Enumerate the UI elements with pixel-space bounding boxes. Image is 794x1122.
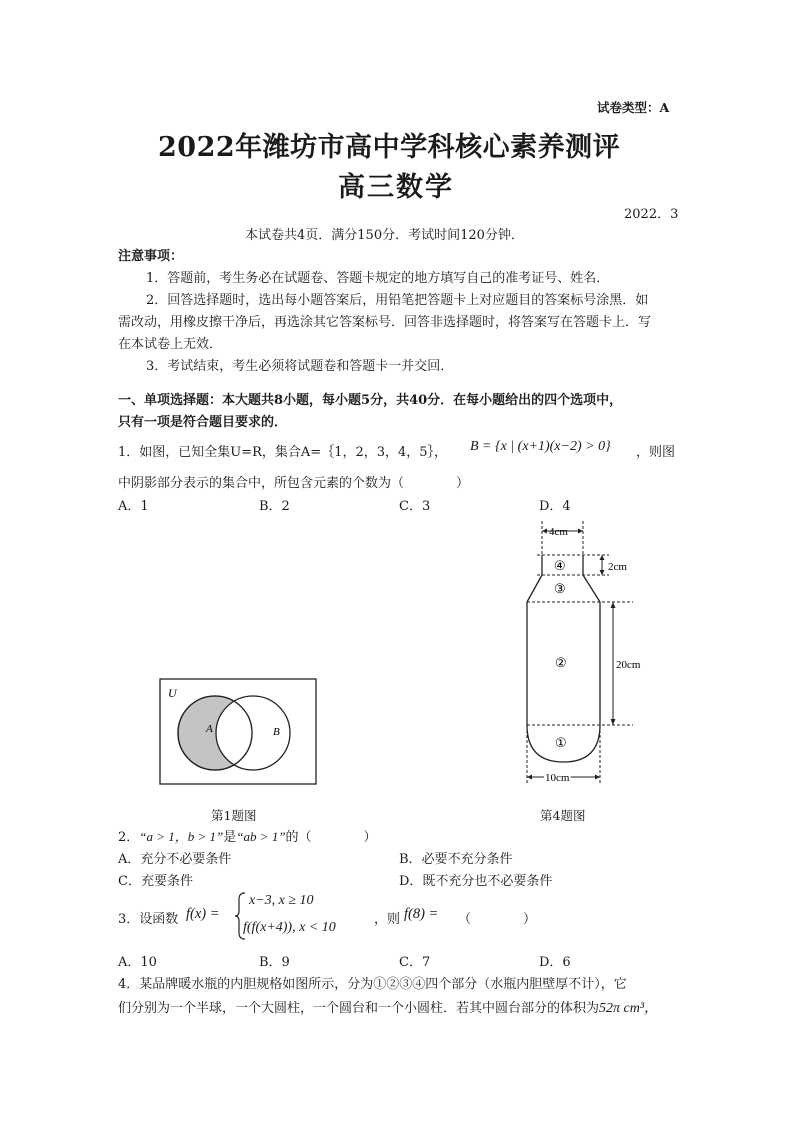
thermos-diagram [505, 515, 655, 795]
note-item-2-line2: 需改动，用橡皮擦干净后，再选涂其它答案标号．回答非选择题时，将答案写在答题卡上．写 [118, 315, 652, 330]
section-heading-line2: 只有一项是符合题目要求的． [118, 415, 288, 430]
q3-func: f(x) = [186, 906, 220, 922]
q1-set-b: B = {x | (x+1)(x−2) > 0} [470, 439, 611, 454]
q3-option-c: C．7 [399, 955, 431, 970]
label-part-2: ② [555, 655, 567, 670]
note-item-3: 3．考试结束，考生必须将试题卷和答题卡一并交回． [146, 359, 454, 374]
q1-figure-caption: 第1题图 [211, 808, 257, 823]
venn-label-a: A [206, 723, 213, 735]
q1-option-c: C．3 [399, 499, 431, 514]
paper-type: 试卷类型：A [597, 100, 670, 115]
q3-option-b: B．9 [259, 955, 290, 970]
q4-line2-text: 们分别为一个半球，一个大圆柱，一个圆台和一个小圆柱．若其中圆台部分的体积为 [118, 1001, 600, 1016]
q1-option-d: D．4 [539, 499, 571, 514]
label-part-4: ④ [554, 558, 566, 573]
venn-diagram [158, 677, 320, 787]
q3-option-d: D．6 [539, 955, 571, 970]
q1-text-a: 1．如图，已知全集U=R，集合A=｛1，2，3，4，5｝， [118, 445, 448, 460]
exam-date: 2022．3 [624, 207, 679, 222]
q4-line1: 4．某品牌暖水瓶的内胆规格如图所示，分为①②③④四个部分（水瓶内胆壁厚不计），它 [118, 977, 627, 992]
q2-option-b: B．必要不充分条件 [399, 852, 513, 867]
q4-volume: 52π cm³， [599, 1001, 659, 1016]
venn-label-b: B [273, 726, 280, 738]
q3-case1: x−3, x ≥ 10 [249, 893, 314, 908]
q3-prefix: 3．设函数 [118, 912, 179, 927]
q3-ask: f(8) = [404, 906, 439, 922]
q2-end: 的（ ） [285, 830, 377, 845]
label-body-height: 20cm [616, 659, 641, 671]
page-subtitle: 高三数学 [338, 172, 454, 203]
note-item-2-line3: 在本试卷上无效． [118, 337, 223, 352]
q1-line2: 中阴影部分表示的集合中，所包含元素的个数为（ ） [118, 476, 470, 491]
note-item-2-line1: 2．回答选择题时，选出每小题答案后，用铅笔把答题卡上对应题目的答案标号涂黑．如 [146, 293, 649, 308]
label-part-1: ① [555, 735, 567, 750]
label-neck-height: 2cm [608, 561, 627, 573]
q4-figure-caption: 第4题图 [540, 808, 586, 823]
section-heading-line1: 一、单项选择题：本大题共8小题，每小题5分，共40分．在每小题给出的四个选项中， [118, 393, 623, 408]
q2-cond2: “ab > 1” [236, 829, 286, 844]
q1-option-b: B．2 [259, 499, 290, 514]
q1-option-a: A．1 [118, 499, 149, 514]
label-top-width: 4cm [549, 526, 568, 538]
q2-line [118, 826, 377, 845]
exam-info: 本试卷共4页．满分150分．考试时间120分钟． [245, 228, 524, 243]
q3-option-a: A．10 [118, 955, 157, 970]
q2-option-a: A．充分不必要条件 [118, 852, 232, 867]
q3-then: ，则 [374, 912, 401, 927]
note-item-1: 1．答题前，考生务必在试题卷、答题卡规定的地方填写自己的准考证号、姓名． [146, 271, 610, 286]
q1-text-b: ，则图 [636, 445, 676, 460]
q2-option-d: D．既不充分也不必要条件 [399, 874, 553, 889]
notes-heading: 注意事项： [118, 249, 184, 264]
q3-case2: f(f(x+4)), x < 10 [243, 920, 336, 935]
label-bottom-width: 10cm [545, 772, 570, 784]
q2-cond1: “a > 1，b > 1” [139, 829, 224, 844]
page-title: 2022年潍坊市高中学科核心素养测评 [158, 132, 621, 163]
label-part-3: ③ [554, 581, 566, 596]
q2-option-c: C．充要条件 [118, 874, 193, 889]
q2-mid: 是 [223, 830, 237, 845]
q3-paren: （ ） [458, 912, 537, 927]
q2-number: 2． [118, 830, 140, 845]
q4-line2 [118, 997, 658, 1017]
venn-label-u: U [168, 686, 177, 700]
